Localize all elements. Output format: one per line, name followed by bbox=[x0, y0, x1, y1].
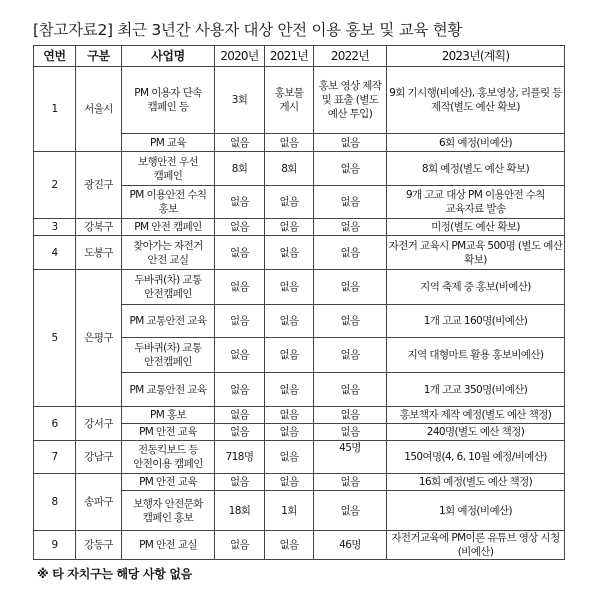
row-2020: 없음 bbox=[215, 338, 265, 373]
row-district: 도봉구 bbox=[76, 236, 122, 270]
row-district: 은평구 bbox=[76, 270, 122, 407]
row-no: 4 bbox=[34, 236, 76, 270]
row-2022: 없음 bbox=[314, 491, 387, 531]
row-2022: 없음 bbox=[314, 338, 387, 373]
row-district: 광진구 bbox=[76, 152, 122, 219]
row-project: PM 안전 교실 bbox=[122, 531, 215, 560]
row-2022: 없음 bbox=[314, 407, 387, 424]
row-2021: 없음 bbox=[265, 424, 314, 441]
row-2020: 18회 bbox=[215, 491, 265, 531]
header-2023-plan: 2023년(계획) bbox=[387, 46, 565, 67]
row-2020: 없음 bbox=[215, 236, 265, 270]
row-no: 5 bbox=[34, 270, 76, 407]
row-district: 강남구 bbox=[76, 441, 122, 474]
header-project: 사업명 bbox=[122, 46, 215, 67]
document-title: [참고자료2] 최근 3년간 사용자 대상 안전 이용 홍보 및 교육 현황 bbox=[33, 21, 463, 39]
row-2020: 없음 bbox=[215, 373, 265, 407]
row-2022: 없음 bbox=[314, 236, 387, 270]
row-2023: 미정(별도 예산 확보) bbox=[387, 219, 565, 236]
table-row bbox=[34, 441, 565, 474]
row-2021: 없음 bbox=[265, 305, 314, 338]
header-2020: 2020년 bbox=[215, 46, 265, 67]
row-2022: 없음 bbox=[314, 134, 387, 152]
row-2022: 없음 bbox=[314, 152, 387, 186]
row-no: 3 bbox=[34, 219, 76, 236]
header-2021: 2021년 bbox=[265, 46, 314, 67]
row-2020: 8회 bbox=[215, 152, 265, 186]
row-no: 1 bbox=[34, 67, 76, 152]
row-2020: 3회 bbox=[215, 67, 265, 134]
header-no: 연번 bbox=[34, 46, 76, 67]
row-2023: 홍보책자 제작 예정(별도 예산 책정) bbox=[387, 407, 565, 424]
row-district: 강동구 bbox=[76, 531, 122, 560]
row-project: PM 교통안전 교육 bbox=[122, 373, 215, 407]
row-2022: 없음 bbox=[314, 186, 387, 219]
row-2023: 8회 예정(별도 예산 확보) bbox=[387, 152, 565, 186]
row-2021: 없음 bbox=[265, 134, 314, 152]
row-2023: 240명(별도 예산 책정) bbox=[387, 424, 565, 441]
row-2022: 없음 bbox=[314, 270, 387, 305]
row-2022: 홍보 영상 제작 및 표출 (별도 예산 투입) bbox=[314, 67, 387, 134]
row-2021: 없음 bbox=[265, 186, 314, 219]
row-district: 강북구 bbox=[76, 219, 122, 236]
row-project: PM 안전 캠페인 bbox=[122, 219, 215, 236]
row-2023: 자전거 교육시 PM교육 500명 (별도 예산 확보) bbox=[387, 236, 565, 270]
footnote: ※ 타 자치구는 해당 사항 없음 bbox=[37, 567, 192, 581]
row-project: PM 이용자 단속 캠페인 등 bbox=[122, 67, 215, 134]
table-row bbox=[34, 152, 565, 186]
row-project: 보행안전 우선 캠페인 bbox=[122, 152, 215, 186]
row-2023: 1회 예정(비예산) bbox=[387, 491, 565, 531]
table-row bbox=[34, 407, 565, 424]
row-2020: 없음 bbox=[215, 134, 265, 152]
row-2023: 150여명(4, 6, 10월 예정/비예산) bbox=[387, 441, 565, 474]
row-2021: 없음 bbox=[265, 373, 314, 407]
header-2022: 2022년 bbox=[314, 46, 387, 67]
header-district: 구분 bbox=[76, 46, 122, 67]
row-2023: 6회 예정(비예산) bbox=[387, 134, 565, 152]
row-2021: 8회 bbox=[265, 152, 314, 186]
table-header-row bbox=[34, 46, 565, 67]
row-2020: 없음 bbox=[215, 531, 265, 560]
row-2020: 없음 bbox=[215, 407, 265, 424]
row-2022: 없음 bbox=[314, 219, 387, 236]
row-no: 9 bbox=[34, 531, 76, 560]
row-project: PM 홍보 bbox=[122, 407, 215, 424]
row-2022: 없음 bbox=[314, 373, 387, 407]
table-row bbox=[34, 67, 565, 134]
row-no: 8 bbox=[34, 474, 76, 531]
row-2023: 지역 대형마트 활용 홍보비예산) bbox=[387, 338, 565, 373]
row-2023: 자전거교육에 PM이론 유튜브 영상 시청(비예산) bbox=[387, 531, 565, 560]
row-2023: 9회 기시행(비예산), 홍보영상, 리플릿 등 제작(별도 예산 확보) bbox=[387, 67, 565, 134]
row-2022: 없음 bbox=[314, 424, 387, 441]
row-2021: 없음 bbox=[265, 338, 314, 373]
table-row bbox=[34, 531, 565, 560]
row-2020: 없음 bbox=[215, 305, 265, 338]
row-2023: 지역 축제 중 홍보(비예산) bbox=[387, 270, 565, 305]
row-2022: 없음 bbox=[314, 305, 387, 338]
table-row bbox=[34, 236, 565, 270]
row-2022: 없음 bbox=[314, 474, 387, 491]
row-project: PM 교육 bbox=[122, 134, 215, 152]
row-2022: 46명 bbox=[314, 531, 387, 560]
row-project: 전동킥보드 등 안전이용 캠페인 bbox=[122, 441, 215, 474]
table-row bbox=[34, 474, 565, 491]
row-2020: 없음 bbox=[215, 270, 265, 305]
row-project: 찾아가는 자전거 안전 교실 bbox=[122, 236, 215, 270]
row-project: 두바퀴(차) 교통 안전캠페인 bbox=[122, 270, 215, 305]
promotion-education-table bbox=[33, 45, 565, 560]
row-2023: 1개 고교 350명(비예산) bbox=[387, 373, 565, 407]
row-2021: 1회 bbox=[265, 491, 314, 531]
row-2020: 없음 bbox=[215, 186, 265, 219]
row-project: PM 교통안전 교육 bbox=[122, 305, 215, 338]
row-district: 강서구 bbox=[76, 407, 122, 441]
row-2021: 없음 bbox=[265, 219, 314, 236]
row-2022: 45명 bbox=[314, 441, 387, 474]
row-2021: 없음 bbox=[265, 270, 314, 305]
row-2021: 없음 bbox=[265, 441, 314, 474]
row-2020: 없음 bbox=[215, 424, 265, 441]
row-project: PM 안전 교육 bbox=[122, 474, 215, 491]
row-project: 보행자 안전문화 캠페인 홍보 bbox=[122, 491, 215, 531]
row-2021: 없음 bbox=[265, 407, 314, 424]
row-2020: 없음 bbox=[215, 474, 265, 491]
table-row bbox=[34, 270, 565, 305]
row-no: 6 bbox=[34, 407, 76, 441]
row-2021: 없음 bbox=[265, 531, 314, 560]
row-2023: 16회 예정(별도 예산 책정) bbox=[387, 474, 565, 491]
row-project: 두바퀴(차) 교통 안전캠페인 bbox=[122, 338, 215, 373]
row-no: 2 bbox=[34, 152, 76, 219]
row-project: PM 안전 교육 bbox=[122, 424, 215, 441]
row-2021: 없음 bbox=[265, 474, 314, 491]
row-2020: 718명 bbox=[215, 441, 265, 474]
row-2023: 1개 고교 160명(비예산) bbox=[387, 305, 565, 338]
row-district: 송파구 bbox=[76, 474, 122, 531]
table-row bbox=[34, 219, 565, 236]
row-2023: 9개 고교 대상 PM 이용안전 수칙 교육자료 발송 bbox=[387, 186, 565, 219]
row-no: 7 bbox=[34, 441, 76, 474]
row-2021: 홍보물 게시 bbox=[265, 67, 314, 134]
row-district: 서울시 bbox=[76, 67, 122, 152]
row-2020: 없음 bbox=[215, 219, 265, 236]
row-2021: 없음 bbox=[265, 236, 314, 270]
row-project: PM 이용안전 수칙 홍보 bbox=[122, 186, 215, 219]
